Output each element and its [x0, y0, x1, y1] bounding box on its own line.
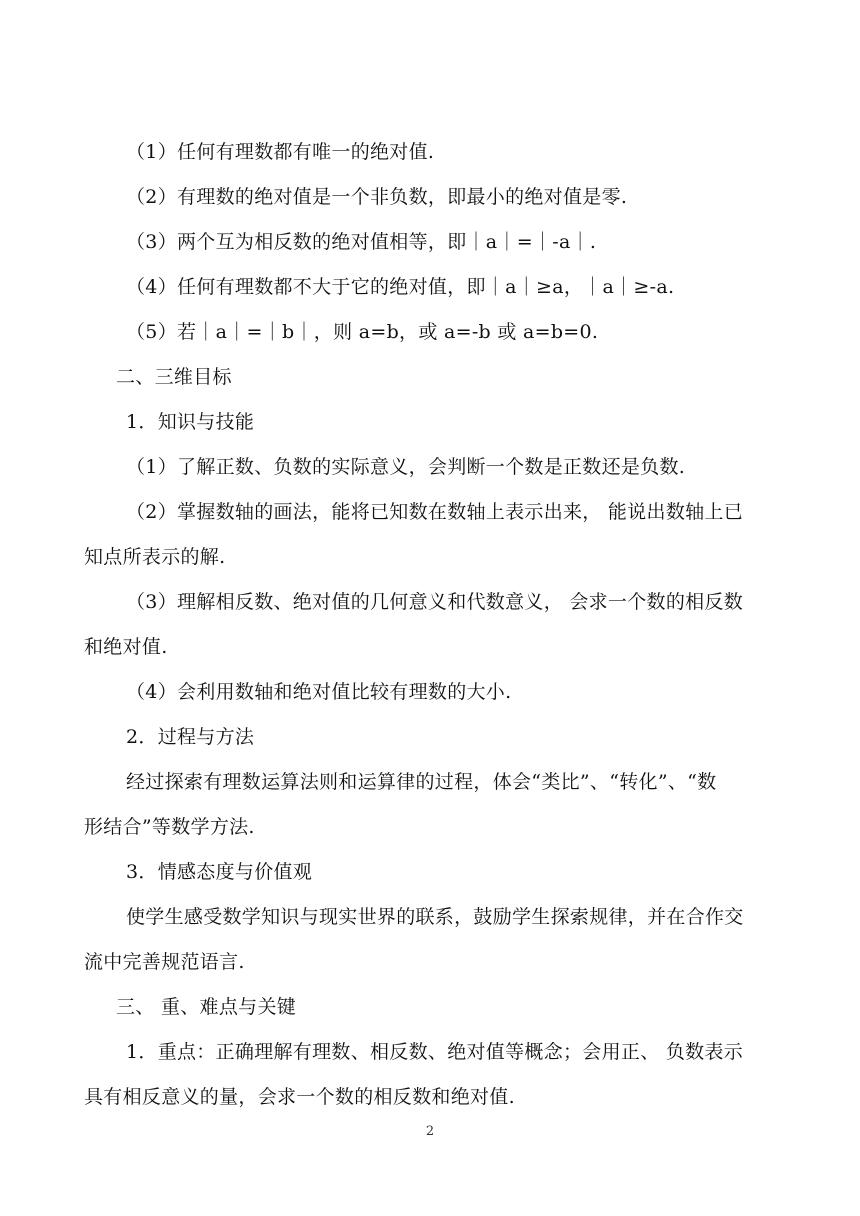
goal-4: （4）会利用数轴和绝对值比较有理数的大小.: [126, 681, 512, 703]
subheading-attitude-values: 3．情感态度与价值观: [126, 861, 313, 883]
property-2: （2）有理数的绝对值是一个非负数，即最小的绝对值是零.: [126, 186, 628, 208]
property-3: （3）两个互为相反数的绝对值相等，即｜a｜=｜-a｜.: [126, 231, 597, 253]
subheading-knowledge-skills: 1．知识与技能: [126, 411, 255, 433]
goal-1: （1）了解正数、负数的实际意义，会判断一个数是正数还是负数.: [126, 456, 686, 478]
page-number: 2: [425, 1124, 435, 1139]
goal-2-line-2: 知点所表示的解.: [84, 546, 226, 568]
key-point-line-1: 1．重点：正确理解有理数、相反数、绝对值等概念；会用正、 负数表示: [126, 1041, 744, 1063]
goal-3-line-1: （3）理解相反数、绝对值的几何意义和代数意义， 会求一个数的相反数: [126, 591, 744, 613]
subheading-process-methods: 2．过程与方法: [126, 726, 255, 748]
property-1: （1）任何有理数都有唯一的绝对值.: [126, 141, 435, 163]
goal-3-line-2: 和绝对值.: [84, 636, 168, 658]
attitude-paragraph-line-1: 使学生感受数学知识与现实世界的联系，鼓励学生探索规律，并在合作交: [126, 906, 744, 928]
key-point-line-2: 具有相反意义的量，会求一个数的相反数和绝对值.: [84, 1086, 515, 1108]
property-5: （5）若｜a｜=｜b｜，则 a=b，或 a=-b 或 a=b=0.: [126, 321, 599, 343]
process-paragraph-line-1: 经过探索有理数运算法则和运算律的过程，体会“类比”、“转化”、“数: [126, 771, 717, 793]
section-heading-key-points: 三、 重、难点与关键: [116, 996, 297, 1018]
property-4: （4）任何有理数都不大于它的绝对值，即｜a｜≥a，｜a｜≥-a.: [126, 276, 675, 298]
process-paragraph-line-2: 形结合”等数学方法.: [84, 816, 255, 838]
goal-2-line-1: （2）掌握数轴的画法，能将已知数在数轴上表示出来， 能说出数轴上已: [126, 501, 744, 523]
attitude-paragraph-line-2: 流中完善规范语言.: [84, 951, 245, 973]
section-heading-goals: 二、三维目标: [116, 366, 232, 388]
